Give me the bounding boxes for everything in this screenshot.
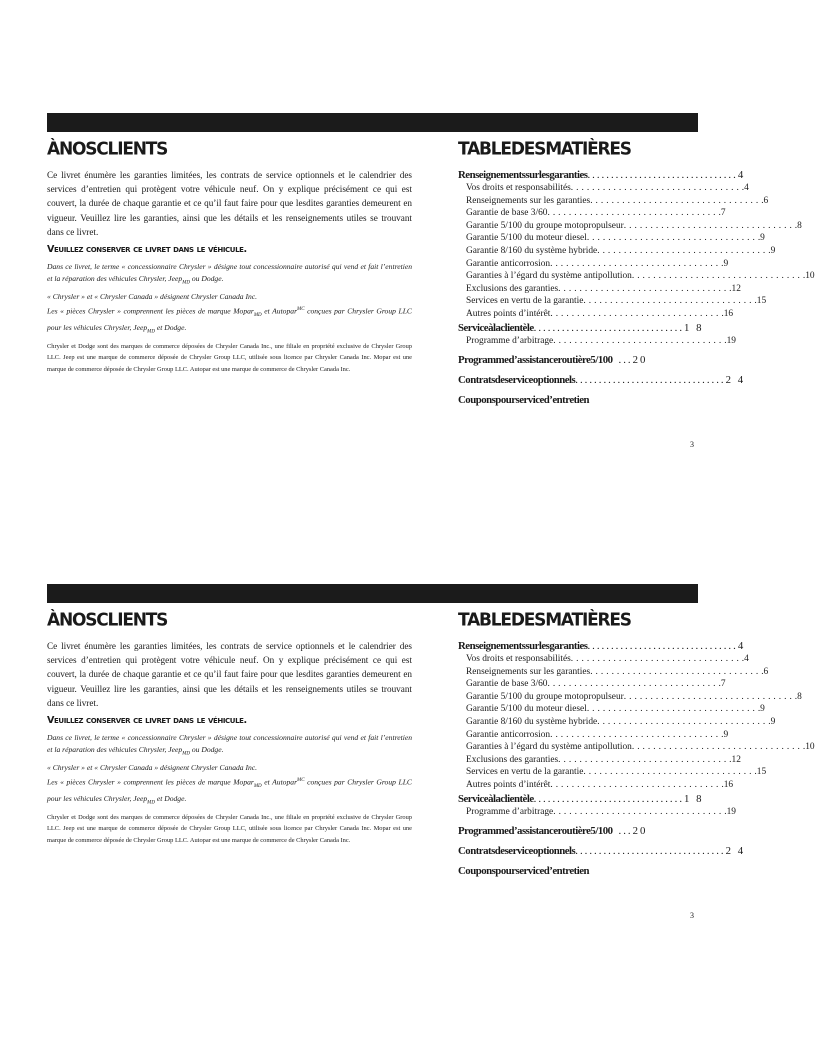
welcome-heading: ÀNOSCLIENTS [47,138,168,160]
toc-subentry: Autres points d’intérêt ................................ .16 [466,308,734,319]
toc-heading: TABLEDESMATIÈRES [458,138,631,160]
toc-subentry: Renseignements sur les garanties ................................ .6 [466,666,769,677]
keep-booklet-note: Veuillez conserver ce livret dans le véhicule. [47,244,247,256]
toc-subentry: Garantie anticorrosion ................................ .9 [466,258,729,269]
toc-subentry: Programme d’arbitrage ................................ .19 [466,806,736,817]
toc-subentry: Renseignements sur les garanties ................................ .6 [466,195,769,206]
toc-subentry: Garantie 8/160 du système hybride ................................ .9 [466,716,776,727]
toc-subentry: Exclusions des garanties ................................ .12 [466,754,741,765]
toc-list [458,639,815,878]
toc-subentry: Garantie 5/100 du groupe motopropulseur ................................ .8 [466,691,802,702]
toc-subentry: Vos droits et responsabilités ................................ .4 [466,183,749,193]
toc-subentry: Programme d’arbitrage ................................ .19 [466,335,736,346]
page-2 [0,584,815,984]
toc-subentry: Garantie 8/160 du système hybride ................................ .9 [466,245,776,256]
toc-subentry: Vos droits et responsabilités ................................ .4 [466,654,749,664]
toc-subentry: Garanties à l’égard du système antipollution ................................ .10 [466,742,815,753]
toc-subentry: Services en vertu de la garantie ................................ .15 [466,296,767,307]
page-number: 3 [690,911,694,920]
intro-paragraph: Ce livret énumère les garanties limitées, les contrats de service optionnels et le calendrier des services d’entretien qui protègent votre véhicule neuf. On y explique précisément ce qui est couvert, la durée de chaque garantie et ce qu’il faut faire pour que lesdites garanties demeurent en vigueur. Veuillez lire les garanties, ainsi que les détails et les renseignements utiles se trouvant dans ce livret. [47,170,412,237]
toc-entry: Renseignementssurlesgaranties ................................ 4 [458,169,746,181]
trademark-notice: Chrysler et Dodge sont des marques de commerce déposées de Chrysler Canada Inc., une filiale en propriété exclusive de Chrysler Group LLC. Jeep est une marque de commerce déposée de Chrysler Group LLC, utilisée sous licence par Chrysler Canada Inc. Mopar est une marque de commerce déposée de Chrysler Group LLC. Autopar est une marque de commerce de Chrysler Canada Inc. [47,814,412,844]
keep-booklet-note: Veuillez conserver ce livret dans le véhicule. [47,715,247,727]
toc-entry: Contratsdeserviceoptionnels ................................ 2 4 [458,845,746,858]
welcome-heading: ÀNOSCLIENTS [47,609,168,631]
welcome-column [47,610,412,846]
toc-subentry: Services en vertu de la garantie ................................ .15 [466,767,767,778]
toc-subentry: Garantie anticorrosion ................................ .9 [466,729,729,740]
toc-entry: Serviceàlaclientèle ................................ 1 8 [458,792,704,805]
toc-entry: Contratsdeserviceoptionnels ................................ 2 4 [458,374,746,387]
toc-entry: Couponspourserviced’entretien [458,865,590,878]
header-bar [47,584,698,603]
parts-definition: Les « pièces Chrysler » comprennent les pièces de marque Mopar$_{MD}$ et Autopar$^{MC}$ conçues par Chrysler Group LLC pour les véhicules Chrysler, Jeep$_{MD}$ et Dodge. [47,777,412,806]
toc-entry: Renseignementssurlesgaranties ................................ 4 [458,640,746,652]
toc-subentry: Garantie 5/100 du moteur diesel ................................ .9 [466,233,765,244]
page-number: 3 [690,440,694,449]
toc-column [458,609,815,878]
toc-column [458,138,815,407]
toc-entry: Programmed’assistanceroutière5/100 ...20 [458,354,648,367]
chrysler-definition: « Chrysler » et « Chrysler Canada » désignent Chrysler Canada Inc. [47,291,258,301]
header-bar [47,113,698,132]
toc-subentry: Autres points d’intérêt ................................ .16 [466,779,734,790]
trademark-notice: Chrysler et Dodge sont des marques de commerce déposées de Chrysler Canada Inc., une filiale en propriété exclusive de Chrysler Group LLC. Jeep est une marque de commerce déposée de Chrysler Group LLC, utilisée sous licence par Chrysler Canada Inc. Mopar est une marque de commerce déposée de Chrysler Group LLC. Autopar est une marque de commerce de Chrysler Canada Inc. [47,343,412,373]
toc-heading: TABLEDESMATIÈRES [458,609,631,631]
parts-definition: Les « pièces Chrysler » comprennent les pièces de marque Mopar$_{MD}$ et Autopar$^{MC}$ conçues par Chrysler Group LLC pour les véhicules Chrysler, Jeep$_{MD}$ et Dodge. [47,306,412,335]
toc-subentry: Exclusions des garanties ................................ .12 [466,283,741,294]
toc-subentry: Garantie 5/100 du moteur diesel ................................ .9 [466,704,765,715]
toc-subentry: Garantie 5/100 du groupe motopropulseur ................................ .8 [466,220,802,231]
toc-entry: Serviceàlaclientèle ................................ 1 8 [458,321,704,334]
toc-subentry: Garantie de base 3/60 ................................ .7 [466,208,726,219]
intro-paragraph: Ce livret énumère les garanties limitées, les contrats de service optionnels et le calendrier des services d’entretien qui protègent votre véhicule neuf. On y explique précisément ce qui est couvert, la durée de chaque garantie et ce qu’il faut faire pour que lesdites garanties demeurent en vigueur. Veuillez lire les garanties, ainsi que les détails et les renseignements utiles se trouvant dans ce livret. [47,641,412,708]
page-1 [0,113,815,513]
toc-entry: Programmed’assistanceroutière5/100 ...20 [458,825,648,838]
chrysler-definition: « Chrysler » et « Chrysler Canada » désignent Chrysler Canada Inc. [47,762,258,772]
dealer-definition: Dans ce livret, le terme « concessionnaire Chrysler » désigne tout concessionnaire autorisé qui vend et fait l’entretien et la réparation des véhicules Chrysler, Jeep$_{MD}$ ou Dodge. [47,262,412,286]
toc-entry: Couponspourserviced’entretien [458,394,590,407]
toc-subentry: Garantie de base 3/60 ................................ .7 [466,679,726,690]
welcome-column [47,139,412,375]
dealer-definition: Dans ce livret, le terme « concessionnaire Chrysler » désigne tout concessionnaire autorisé qui vend et fait l’entretien et la réparation des véhicules Chrysler, Jeep$_{MD}$ ou Dodge. [47,733,412,757]
toc-subentry: Garanties à l’égard du système antipollution ................................ .10 [466,271,815,282]
toc-list [458,168,815,407]
